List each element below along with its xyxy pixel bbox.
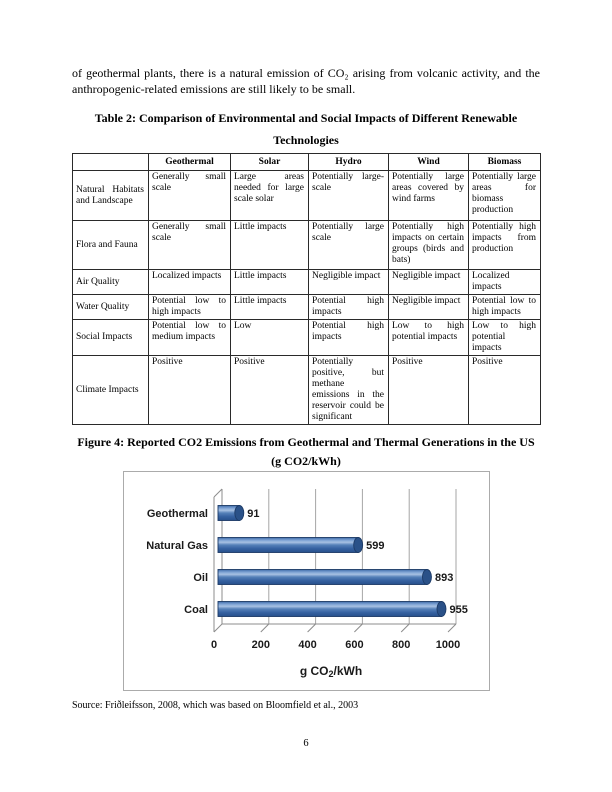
figure-caption-line1: Figure 4: Reported CO2 Emissions from Geothermal and Thermal Generations in the US — [77, 435, 535, 449]
chart-floor-tick — [354, 624, 362, 632]
table-header-row — [73, 154, 541, 171]
table-cell: Potential high impacts — [309, 320, 389, 356]
table-cell: Potential low to high impacts — [149, 295, 231, 320]
table-cell: Low to high potential impacts — [469, 320, 541, 356]
column-header: Wind — [389, 154, 469, 171]
row-header: Water Quality — [73, 295, 149, 320]
chart-floor-tick — [401, 624, 409, 632]
category-label: Geothermal — [146, 508, 208, 520]
row-header: Air Quality — [73, 270, 149, 295]
table-cell: Low to high potential impacts — [389, 320, 469, 356]
chart-bar-cap — [354, 538, 363, 553]
column-header: Hydro — [309, 154, 389, 171]
x-tick-label: 0 — [210, 639, 218, 651]
chart-depth-edge — [214, 489, 222, 497]
category-label: Coal — [184, 604, 208, 616]
chart-floor-tick — [214, 624, 222, 632]
table-cell: Large areas needed for large scale solar — [231, 171, 309, 221]
bar-value-label: 955 — [449, 604, 468, 616]
x-axis-label: g CO2/kWh — [299, 664, 363, 679]
row-header: Natural Habitats and Landscape — [73, 171, 149, 221]
table-cell: Negligible impact — [389, 295, 469, 320]
column-header: Biomass — [469, 154, 541, 171]
figure-caption — [72, 433, 540, 471]
source-note: Source: Friðleifsson, 2008, which was based on Bloomfield et al., 2003 — [72, 700, 359, 711]
column-header: Solar — [231, 154, 309, 171]
table-cell: Localized impacts — [469, 270, 541, 295]
table-cell: Generally small scale — [149, 221, 231, 270]
chart-canvas — [124, 472, 489, 690]
chart-bar-cap — [422, 570, 431, 585]
row-header: Flora and Fauna — [73, 221, 149, 270]
page-number: 6 — [303, 738, 309, 749]
chart-bar — [218, 602, 441, 617]
table-row — [73, 295, 541, 320]
table-cell: Potentially large scale — [309, 221, 389, 270]
paragraph: of geothermal plants, there is a natural emission of CO₂ arising from volcanic activity, and the anthropogenic-related emissions are still likely to be small. — [72, 66, 540, 96]
table-cell: Generally small scale — [149, 171, 231, 221]
table-cell: Potentially high impacts on certain groups (birds and bats) — [389, 221, 469, 270]
x-tick-label: 200 — [251, 639, 270, 651]
category-label: Oil — [193, 572, 208, 584]
table-cell: Potential high impacts — [309, 295, 389, 320]
table-cell: Potentially high impacts from production — [469, 221, 541, 270]
table-cell: Potentially large areas for biomass production — [469, 171, 541, 221]
table-cell: Potentially large areas covered by wind farms — [389, 171, 469, 221]
x-tick-label: 800 — [392, 639, 411, 651]
table-cell: Positive — [469, 356, 541, 425]
table-row — [73, 221, 541, 270]
table-caption-line1: Table 2: Comparison of Environmental and Social Impacts of Different Renewable — [94, 111, 518, 125]
table-caption-line2: Technologies — [273, 133, 339, 147]
chart-bar — [218, 570, 427, 585]
chart-bar-cap — [437, 602, 446, 617]
bar-chart — [123, 471, 490, 691]
impacts-table — [72, 153, 541, 425]
column-header: Geothermal — [149, 154, 231, 171]
table-corner-cell — [73, 154, 149, 171]
category-label: Natural Gas — [146, 540, 208, 552]
table-cell: Positive — [231, 356, 309, 425]
x-tick-label: 600 — [345, 639, 364, 651]
bar-value-label: 91 — [247, 508, 260, 520]
table-caption — [72, 107, 540, 151]
bar-value-label: 599 — [366, 540, 385, 552]
table-row — [73, 356, 541, 425]
row-header: Climate Impacts — [73, 356, 149, 425]
table-cell: Negligible impact — [309, 270, 389, 295]
chart-bar — [218, 538, 358, 553]
chart-floor-tick — [448, 624, 456, 632]
table-cell: Potential low to medium impacts — [149, 320, 231, 356]
row-header: Social Impacts — [73, 320, 149, 356]
chart-floor-tick — [308, 624, 316, 632]
table-cell: Potential low to high impacts — [469, 295, 541, 320]
table-cell: Positive — [149, 356, 231, 425]
bar-value-label: 893 — [434, 572, 454, 584]
table-row — [73, 171, 541, 221]
table-cell: Potentially positive, but methane emissions in the reservoir could be significant — [309, 356, 389, 425]
table-cell: Low — [231, 320, 309, 356]
table-cell: Negligible impact — [389, 270, 469, 295]
x-tick-label: 400 — [298, 639, 317, 651]
table-cell: Positive — [389, 356, 469, 425]
table-cell: Little impacts — [231, 221, 309, 270]
table-cell: Localized impacts — [149, 270, 231, 295]
chart-bar-cap — [235, 506, 244, 521]
table-row — [73, 270, 541, 295]
table-cell: Potentially large-scale — [309, 171, 389, 221]
table-cell: Little impacts — [231, 270, 309, 295]
table-row — [73, 320, 541, 356]
x-tick-label: 1000 — [435, 639, 461, 651]
chart-floor-tick — [261, 624, 269, 632]
table-cell: Little impacts — [231, 295, 309, 320]
figure-caption-line2: (g CO2/kWh) — [271, 454, 341, 468]
